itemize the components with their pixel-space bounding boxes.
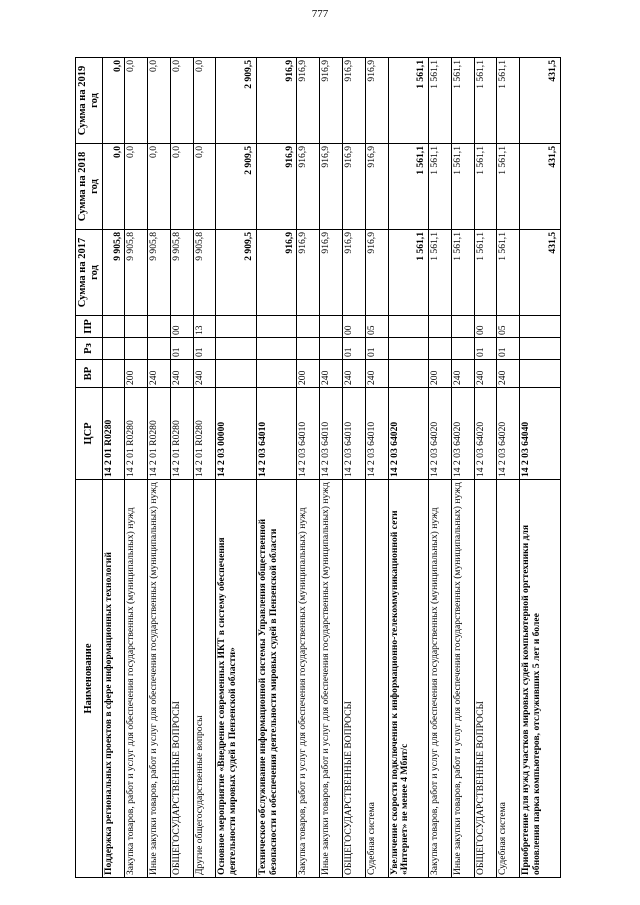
header-rz: Рз [76, 338, 103, 360]
row-name: Техническое обслуживание информационной системы Управления общественной безопасности и обеспечения деятельности мировых судей в Пензенской области [256, 480, 297, 878]
row-sum-2018: 0,0 [193, 144, 216, 230]
row-csr: 14 2 03 64020 [429, 388, 452, 480]
row-rz [429, 338, 452, 360]
table-row [429, 58, 452, 878]
row-sum-2017: 1 561,1 [497, 230, 520, 316]
row-sum-2019: 916,9 [343, 58, 366, 144]
row-name: Судебная система [497, 480, 520, 878]
row-sum-2019: 916,9 [365, 58, 388, 144]
row-sum-2019: 431,5 [520, 58, 561, 144]
header-name: Наименование [76, 480, 103, 878]
row-name: Основное мероприятие «Внедрение современных ИКТ в систему обеспечения деятельности мировых судей в Пензенской области» [216, 480, 257, 878]
row-rz [520, 338, 561, 360]
table-row [193, 58, 216, 878]
row-name: Закупка товаров, работ и услуг для обеспечения государственных (муниципальных) нужд [125, 480, 148, 878]
row-csr: 14 2 03 64010 [256, 388, 297, 480]
row-vr: 240 [451, 360, 474, 388]
row-sum-2018: 1 561,1 [388, 144, 429, 230]
row-sum-2017: 9 905,8 [148, 230, 171, 316]
table-row [343, 58, 366, 878]
row-vr [102, 360, 125, 388]
row-vr [216, 360, 257, 388]
row-csr: 14 2 01 R0280 [125, 388, 148, 480]
row-csr: 14 2 03 64020 [497, 388, 520, 480]
table-row [520, 58, 561, 878]
row-name: Поддержка региональных проектов в сфере информационных технологий [102, 480, 125, 878]
table-row [497, 58, 520, 878]
row-rz [216, 338, 257, 360]
row-sum-2017: 1 561,1 [429, 230, 452, 316]
row-csr: 14 2 01 R0280 [193, 388, 216, 480]
row-name: Иные закупки товаров, работ и услуг для обеспечения государственных (муниципальных) нужд [451, 480, 474, 878]
table-row [170, 58, 193, 878]
row-vr: 240 [497, 360, 520, 388]
row-sum-2017: 1 561,1 [388, 230, 429, 316]
row-rz: 01 [170, 338, 193, 360]
row-name: Закупка товаров, работ и услуг для обеспечения государственных (муниципальных) нужд [297, 480, 320, 878]
row-rz: 01 [497, 338, 520, 360]
row-name: Судебная система [365, 480, 388, 878]
row-sum-2018: 916,9 [320, 144, 343, 230]
row-vr [388, 360, 429, 388]
row-sum-2017: 9 905,8 [193, 230, 216, 316]
table-row [125, 58, 148, 878]
row-sum-2019: 916,9 [256, 58, 297, 144]
row-sum-2019: 0,0 [193, 58, 216, 144]
table-row [102, 58, 125, 878]
row-rz [125, 338, 148, 360]
row-vr [520, 360, 561, 388]
row-pr [320, 316, 343, 338]
row-sum-2019: 1 561,1 [451, 58, 474, 144]
row-rz [451, 338, 474, 360]
row-sum-2018: 1 561,1 [451, 144, 474, 230]
row-pr [451, 316, 474, 338]
row-vr: 200 [125, 360, 148, 388]
header-sum-2019: Сумма на 2019 год [76, 58, 103, 144]
header-sum-2017: Сумма на 2017 год [76, 230, 103, 316]
row-vr: 240 [343, 360, 366, 388]
row-rz: 01 [365, 338, 388, 360]
row-sum-2018: 1 561,1 [474, 144, 497, 230]
table-row [474, 58, 497, 878]
row-rz [388, 338, 429, 360]
row-rz [148, 338, 171, 360]
row-rz: 01 [343, 338, 366, 360]
row-csr: 14 2 03 64020 [474, 388, 497, 480]
row-vr: 240 [170, 360, 193, 388]
row-rz: 01 [474, 338, 497, 360]
row-sum-2018: 431,5 [520, 144, 561, 230]
row-sum-2018: 916,9 [256, 144, 297, 230]
row-pr [216, 316, 257, 338]
row-sum-2018: 0,0 [125, 144, 148, 230]
row-sum-2019: 0,0 [170, 58, 193, 144]
row-pr [388, 316, 429, 338]
row-sum-2017: 1 561,1 [474, 230, 497, 316]
row-sum-2017: 916,9 [320, 230, 343, 316]
row-csr: 14 2 01 R0280 [102, 388, 125, 480]
row-vr: 200 [429, 360, 452, 388]
table-row [297, 58, 320, 878]
row-sum-2018: 1 561,1 [497, 144, 520, 230]
row-vr: 240 [148, 360, 171, 388]
row-csr: 14 2 03 00000 [216, 388, 257, 480]
row-sum-2018: 916,9 [343, 144, 366, 230]
row-sum-2019: 1 561,1 [474, 58, 497, 144]
header-vr: ВР [76, 360, 103, 388]
row-sum-2019: 1 561,1 [497, 58, 520, 144]
row-pr: 05 [497, 316, 520, 338]
table-row [256, 58, 297, 878]
row-rz [256, 338, 297, 360]
row-rz [102, 338, 125, 360]
row-csr: 14 2 03 64010 [365, 388, 388, 480]
row-name: Приобретение для нужд участков мировых судей компьютерной оргтехники для обновления парка компьютеров, отслуживших 5 лет и более [520, 480, 561, 878]
row-name: ОБЩЕГОСУДАРСТВЕННЫЕ ВОПРОСЫ [474, 480, 497, 878]
row-sum-2019: 0,0 [125, 58, 148, 144]
row-csr: 14 2 03 64020 [451, 388, 474, 480]
row-vr: 240 [320, 360, 343, 388]
row-sum-2018: 0,0 [148, 144, 171, 230]
row-csr: 14 2 03 64010 [343, 388, 366, 480]
row-sum-2019: 916,9 [320, 58, 343, 144]
row-pr: 00 [343, 316, 366, 338]
row-sum-2019: 0,0 [148, 58, 171, 144]
row-csr: 14 2 03 64020 [388, 388, 429, 480]
row-sum-2017: 916,9 [256, 230, 297, 316]
row-pr: 13 [193, 316, 216, 338]
table-row [320, 58, 343, 878]
row-csr: 14 2 01 R0280 [148, 388, 171, 480]
row-sum-2019: 916,9 [297, 58, 320, 144]
row-vr: 240 [474, 360, 497, 388]
row-vr [256, 360, 297, 388]
row-sum-2017: 916,9 [297, 230, 320, 316]
row-name: Увеличение скорости подключения к информационно-телекоммуникационной сети «Интернет» не менее 4 Мбит/с [388, 480, 429, 878]
header-sum-2018: Сумма на 2018 год [76, 144, 103, 230]
row-rz [297, 338, 320, 360]
row-sum-2017: 9 905,8 [125, 230, 148, 316]
row-sum-2017: 916,9 [343, 230, 366, 316]
row-sum-2019: 1 561,1 [388, 58, 429, 144]
row-name: Иные закупки товаров, работ и услуг для обеспечения государственных (муниципальных) нужд [320, 480, 343, 878]
row-pr [148, 316, 171, 338]
row-sum-2017: 1 561,1 [451, 230, 474, 316]
row-pr [429, 316, 452, 338]
row-pr: 00 [474, 316, 497, 338]
row-name: ОБЩЕГОСУДАРСТВЕННЫЕ ВОПРОСЫ [170, 480, 193, 878]
row-csr: 14 2 03 64010 [320, 388, 343, 480]
page-number: 777 [311, 8, 329, 20]
table-row [148, 58, 171, 878]
row-name: Закупка товаров, работ и услуг для обеспечения государственных (муниципальных) нужд [429, 480, 452, 878]
row-sum-2018: 0,0 [170, 144, 193, 230]
row-sum-2018: 0,0 [102, 144, 125, 230]
row-csr: 14 2 01 R0280 [170, 388, 193, 480]
row-pr [256, 316, 297, 338]
row-pr: 00 [170, 316, 193, 338]
row-sum-2018: 916,9 [365, 144, 388, 230]
row-rz [320, 338, 343, 360]
row-sum-2019: 0,0 [102, 58, 125, 144]
row-sum-2019: 1 561,1 [429, 58, 452, 144]
row-csr: 14 2 03 64040 [520, 388, 561, 480]
row-csr: 14 2 03 64010 [297, 388, 320, 480]
row-pr [297, 316, 320, 338]
row-sum-2017: 9 905,8 [102, 230, 125, 316]
table-row [451, 58, 474, 878]
row-sum-2017: 916,9 [365, 230, 388, 316]
row-name: Иные закупки товаров, работ и услуг для обеспечения государственных (муниципальных) нужд [148, 480, 171, 878]
row-sum-2018: 1 561,1 [429, 144, 452, 230]
row-sum-2017: 9 905,8 [170, 230, 193, 316]
table-row [388, 58, 429, 878]
header-csr: ЦСР [76, 388, 103, 480]
row-sum-2017: 431,5 [520, 230, 561, 316]
table-row [216, 58, 257, 878]
row-name: ОБЩЕГОСУДАРСТВЕННЫЕ ВОПРОСЫ [343, 480, 366, 878]
header-row [76, 58, 103, 878]
row-pr: 05 [365, 316, 388, 338]
row-pr [125, 316, 148, 338]
row-sum-2017: 2 909,5 [216, 230, 257, 316]
table-row [365, 58, 388, 878]
row-vr: 240 [365, 360, 388, 388]
row-vr: 200 [297, 360, 320, 388]
row-sum-2018: 916,9 [297, 144, 320, 230]
row-vr: 240 [193, 360, 216, 388]
header-pr: ПР [76, 316, 103, 338]
row-sum-2019: 2 909,5 [216, 58, 257, 144]
row-sum-2018: 2 909,5 [216, 144, 257, 230]
rotated-table-container [75, 58, 561, 878]
row-rz: 01 [193, 338, 216, 360]
budget-table [75, 57, 561, 878]
row-pr [520, 316, 561, 338]
row-name: Другие общегосударственные вопросы [193, 480, 216, 878]
row-pr [102, 316, 125, 338]
